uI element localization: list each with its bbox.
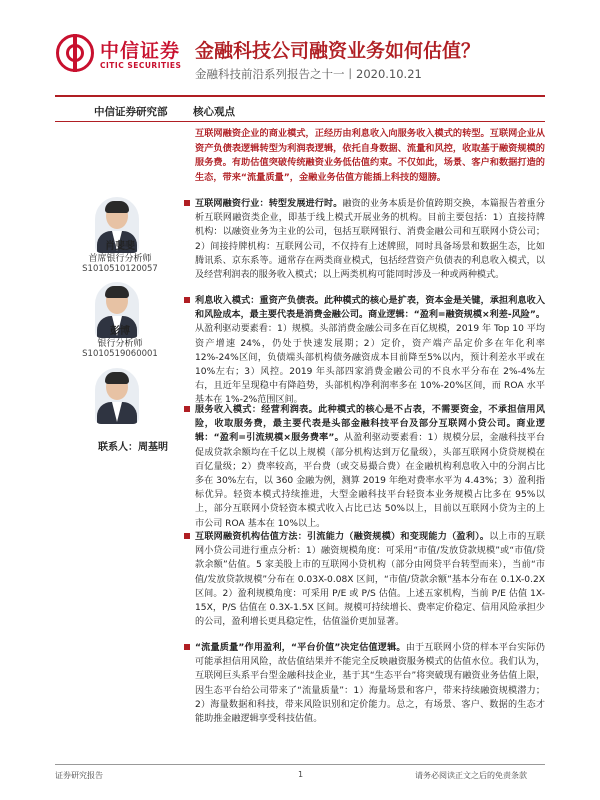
paragraph	[195, 530, 545, 629]
bullet-icon	[184, 644, 190, 650]
bullet-icon	[184, 297, 190, 303]
section-divider	[55, 121, 545, 122]
analyst-id: S1010510120057	[82, 264, 158, 274]
header-divider	[55, 95, 545, 97]
avatar	[95, 368, 139, 424]
paragraph-body: 由于互联网小贷的样本平台实际仍可能承担信用风险，故估值结果并不能完全反映融资服务模式的估值水位。我们认为，互联网巨头系平台型金融科技企业，基于其“生态平台”将突破现有融资业务估值上限，因生态平台给公司带来了“流量质量”：1）海量场景和客户，带来持续融资规模潜力；2）海量数据和科技，带来风险识别和定价能力。总之，有场景、客户、数据的生态才能助推金融逻辑享受科技估值。	[195, 643, 545, 725]
bullet-icon	[184, 200, 190, 206]
report-title: 金融科技公司融资业务如何估值？	[195, 40, 481, 62]
disclaimer-note: 请务必阅读正文之后的免责条款	[415, 771, 527, 780]
citic-logo-icon	[56, 34, 94, 72]
paragraph-lead: “流量质量”作用盈利，“平台价值”决定估值逻辑。	[195, 643, 406, 653]
section-title: 核心观点	[193, 106, 235, 118]
report-subtitle: 金融科技前沿系列报告之十一丨2020.10.21	[195, 67, 422, 81]
logo-text-en: CITIC SECURITIES	[100, 61, 182, 70]
paragraph-lead: 互联网融资行业：转型发展进行时。	[195, 199, 343, 209]
paragraph-body: 融资的业务本质是价值跨期交换，本篇报告着重分析互联网融资类企业，即基于线上模式开展业务的机构。目前主要包括：1）直接持牌机构：以融资业务为主业的公司，包括互联网银行、消费金融公司和互联网小贷公司；2）间接持牌机构：互联网公司，不仅持有上述牌照，同时具备场景和数据生态，比如腾讯系、京东系等。通常存在两类商业模式，包括经营资产负债表的利息收入模式，以及经营利润表的服务收入模式；以上两类机构可能同时涉及一种或两种模式。	[195, 199, 545, 281]
logo-text-cn: 中信证券	[100, 40, 181, 62]
analyst-role: 银行分析师	[97, 339, 143, 349]
analyst-name: 彭博	[110, 326, 130, 337]
footer-label: 证券研究报告	[55, 771, 103, 780]
paragraph-lead: 服务收入模式：经营利润表。此种模式的核心是不占表，不需要资金，不承担信用风险，收取服务费，最主要代表是头部金融科技平台及部分互联网小贷公司。商业逻辑：“盈利=引流规模×服务费率”。	[195, 405, 545, 444]
paragraph-body: 从盈利驱动要素看：1）规模分层，金融科技平台促成贷款余额均在千亿以上规模（部分机构达到万亿量级），头部互联网小贷贷规模在百亿量级；2）费率较高，平台费（或交易撮合费）在金融机构利息收入中的分润占比多在 30%左右，以 360 金融为例，测算 2019 年绝对费率水平为 4.43%；3）盈利指标优异。轻资本模式持续推进，大型金融科技平台轻资本业务规模占比多在 95%以上，部分互联网小贷轻资本模式收入占比已达 50%以上，目前以互联网小贷为主的上市公司 ROA 基本在 10%以上。	[195, 433, 545, 529]
contact-person: 联系人：周基明	[98, 442, 168, 453]
paragraph-body: 从盈利驱动要素看：1）规模。头部消费金融公司多在百亿规模，2019 年 Top 10 平均资产增速 24%，仍处于快速发展期；2）定价，资产端产品定价多在年化利率 12%-24%区间，负债端头部机构债务融资成本目前降至5%以内，预计利差水平或在 10%左右；3）风控。2019 年头部四家消费金融公司的不良水平分布在 2%-4%左右，且近年呈现稳中有降趋势，头部机构净利润率多在 10%-20%区间，而 ROA 水平基本在 1%-2%范围区间。	[195, 324, 545, 406]
company-logo	[56, 34, 186, 86]
analyst-id: S1010519060001	[82, 349, 158, 359]
analyst-name: 肖斐斐	[105, 241, 135, 252]
paragraph	[195, 197, 545, 282]
paragraph	[195, 641, 545, 726]
analyst-card	[55, 282, 185, 362]
paragraph-lead: 互联网融资机构估值方法：引流能力（融资规模）和变现能力（盈利）。	[195, 532, 490, 542]
core-summary: 互联网融资企业的商业模式，正经历由利息收入向服务收入模式的转型。互联网企业从资产负债表逻辑转型为利润表逻辑，依托自身数据、流量和风控，收取基于融资规模的服务费。有助估值突破传统融资业务低估值约束。不仅如此，场景、客户和数据打造的生态，带来“流量质量”，金融业务估值方能插上科技的翅膀。	[195, 128, 545, 183]
bullet-icon	[184, 533, 190, 539]
bullet-icon	[184, 406, 190, 412]
analyst-role: 首席银行分析师	[88, 254, 152, 264]
analyst-card	[55, 197, 185, 277]
paragraph-body: 以上市的互联网小贷公司进行重点分析：1）融资规模角度：可采用“市值/发放贷款规模”或“市值/贷款余额”估值。5 家美股上市的互联网小贷机构（部分由网贷平台转型而来），当前“市值/发放贷款规模”分布在 0.03X-0.08X 区间，“市值/贷款余额”基本分布在 0.1X-0.2X 区间。2）盈利规模角度：可采用 P/E 或 P/S 估值。上述五家机构，当前 P/E 估值 1X-15X，P/S 估值在 0.3X-1.5X 区间。规模可持续增长、费率定价稳定、信用风险承担少的公司，盈利增长更具稳定性，估值溢价更加显著。	[195, 532, 545, 628]
page-number: 1	[298, 770, 304, 779]
sidebar-title: 中信证券研究部	[94, 106, 168, 118]
paragraph-lead: 利息收入模式：重资产负债表。此种模式的核心是扩表，资本金是关键，承担利息收入和风险成本，最主要代表是消费金融公司。商业逻辑：“盈利=融资规模×利差-风险”。	[195, 296, 545, 321]
footer-divider	[55, 764, 545, 765]
paragraph	[195, 294, 545, 408]
paragraph	[195, 403, 545, 531]
